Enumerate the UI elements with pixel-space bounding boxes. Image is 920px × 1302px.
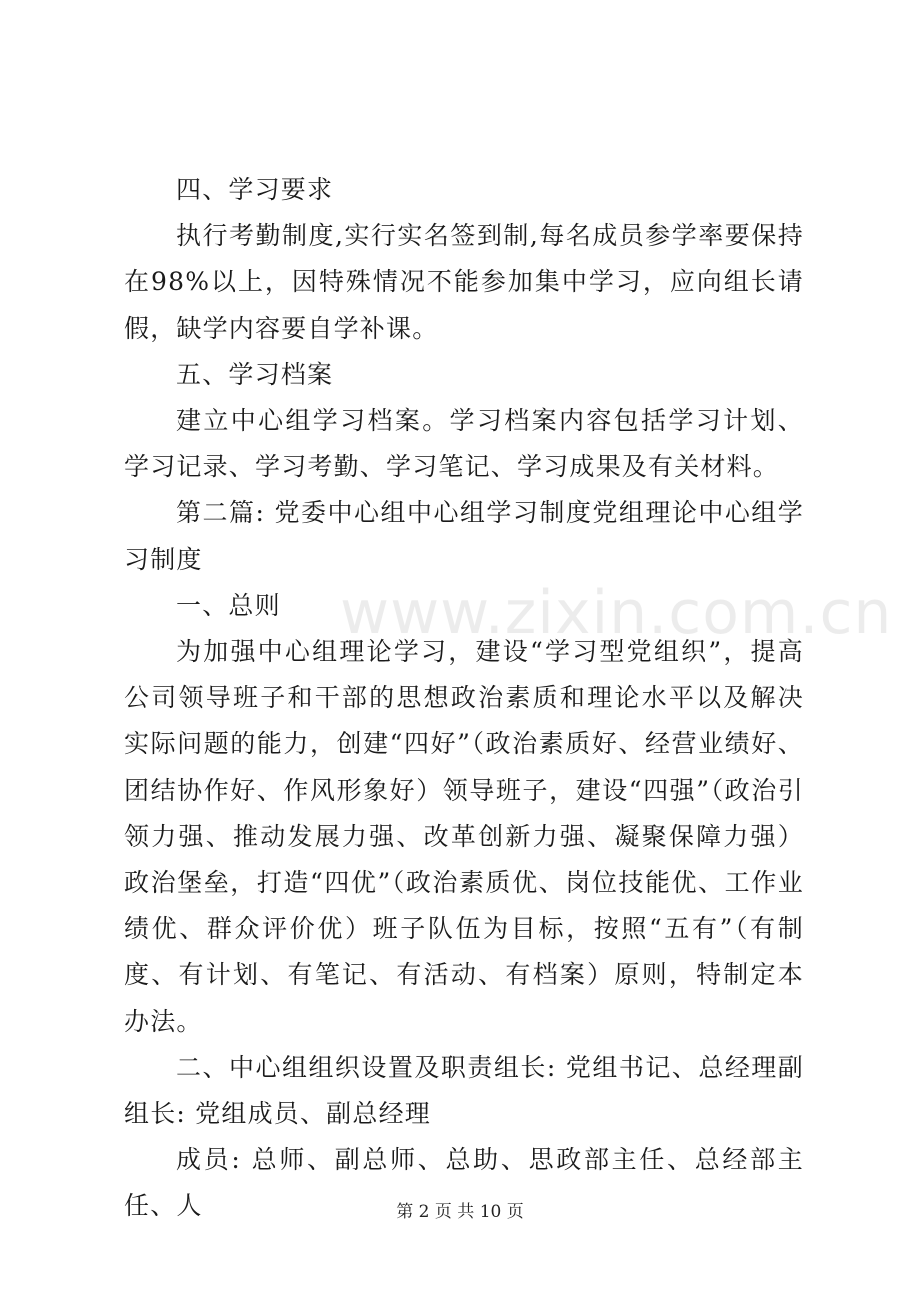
paragraph-archive: 建立中心组学习档案。学习档案内容包括学习计划、学习记录、学习考勤、学习笔记、学习成果及有关材料。 (124, 406, 804, 482)
heading-part-two: 第二篇: 党委中心组中心组学习制度党组理论中心组学习制度 (124, 498, 804, 574)
paragraph-general-provisions: 为加强中心组理论学习，建设“学习型党组织”，提高公司领导班子和干部的思想政治素质和理论水平以及解决实际问题的能力，创建“四好”（政治素质好、经营业绩好、团结协作好、作风形象好）领导班子，建设“四强”（政治引领力强、推动发展力强、改革创新力强、凝聚保障力强）政治堡垒，打造“四优”（政治素质优、岗位技能优、工作业绩优、群众评价优）班子队伍为目标，按照“五有”（有制度、有计划、有笔记、有活动、有档案）原则，特制定本办法。 (124, 637, 804, 1036)
watermark: www.zixin.com.cn (340, 578, 893, 648)
heading-study-archive: 五、学习档案 (176, 359, 334, 389)
paragraph-members: 成员: 总师、副总师、总助、思政部主任、总经部主任、人 (124, 1145, 804, 1221)
heading-general-provisions: 一、总则 (176, 590, 281, 620)
paragraph-attendance: 执行考勤制度,实行实名签到制,每名成员参学率要保持在98%以上，因特殊情况不能参加集中学习，应向组长请假，缺学内容要自学补课。 (124, 221, 804, 343)
document-body (124, 167, 804, 1230)
page-number-footer: 第 2 页 共 10 页 (396, 1202, 524, 1222)
heading-study-requirements: 四、学习要求 (176, 175, 334, 204)
paragraph-organization: 二、中心组组织设置及职责组长: 党组书记、总经理副组长: 党组成员、副总经理 (124, 1052, 804, 1129)
